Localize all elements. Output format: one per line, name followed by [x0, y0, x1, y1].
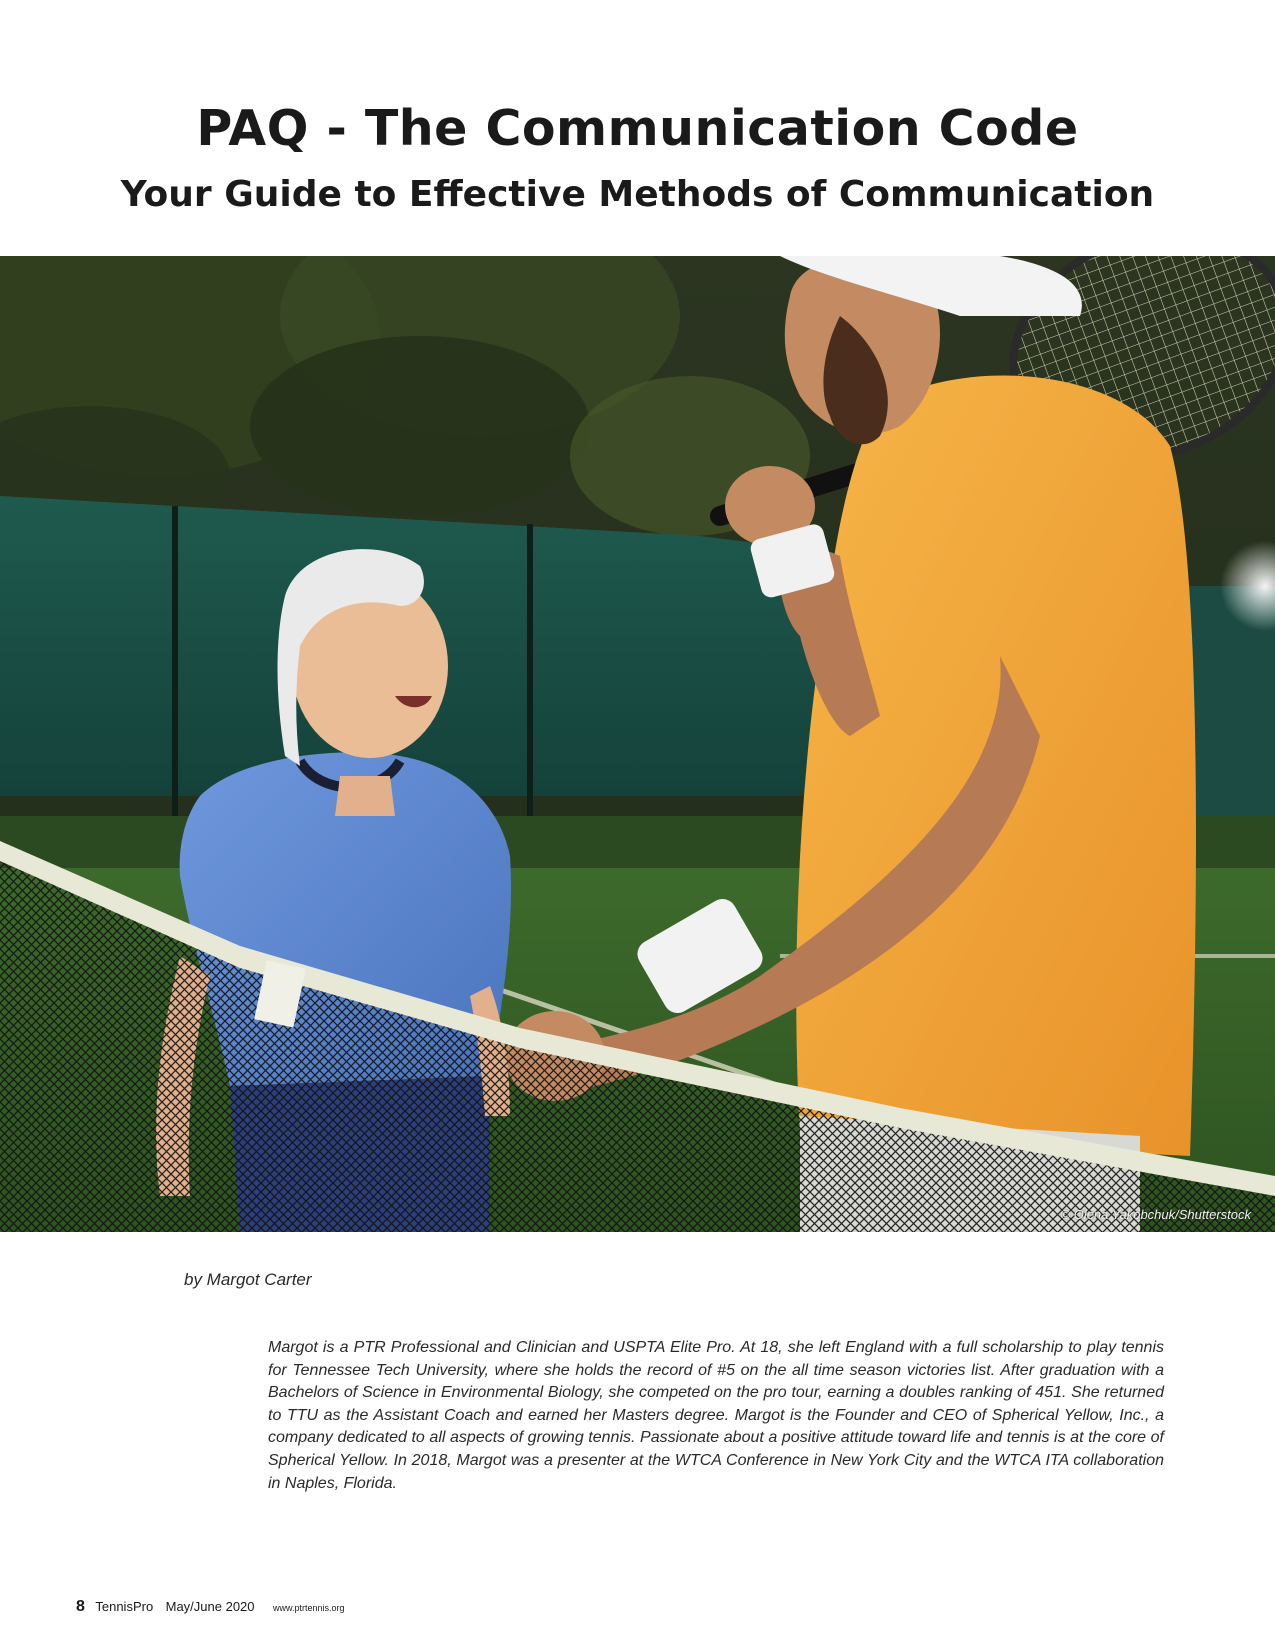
issue-date: May/June 2020: [165, 1599, 255, 1614]
magazine-name: TennisPro: [95, 1599, 154, 1614]
author-byline: by Margot Carter: [184, 1270, 312, 1289]
article-title: PAQ - The Communication Code: [196, 100, 1079, 157]
article-subtitle: Your Guide to Effective Methods of Communication: [120, 174, 1155, 215]
page-number: 8: [76, 1598, 85, 1615]
tennis-coach-and-boy-illustration: [0, 256, 1275, 1232]
author-bio: Margot is a PTR Professional and Clinician and USPTA Elite Pro. At 18, she left England with a full scholarship to play tennis for Tennessee Tech University, where she holds the record of #5 on the all time season victories list. After graduation with a Bachelors of Science in Environmental Biology, she competed on the pro tour, earning a doubles ranking of 451. She returned to TTU as the Assistant Coach and earned her Masters degree. Margot is the Founder and CEO of Spherical Yellow, Inc., a company dedicated to all aspects of growing tennis. Passionate about a positive attitude toward life and tennis is at the core of Spherical Yellow. In 2018, Margot was a presenter at the WTCA Conference in New York City and the WTCA ITA collaboration in Naples, Florida.: [268, 1339, 1164, 1492]
hero-photo: [0, 256, 1275, 1232]
footer-url: www.ptrtennis.org: [272, 1603, 345, 1613]
photo-credit: © Olena Yakobchuk/Shutterstock: [1060, 1207, 1251, 1222]
page-footer: [76, 1598, 345, 1616]
